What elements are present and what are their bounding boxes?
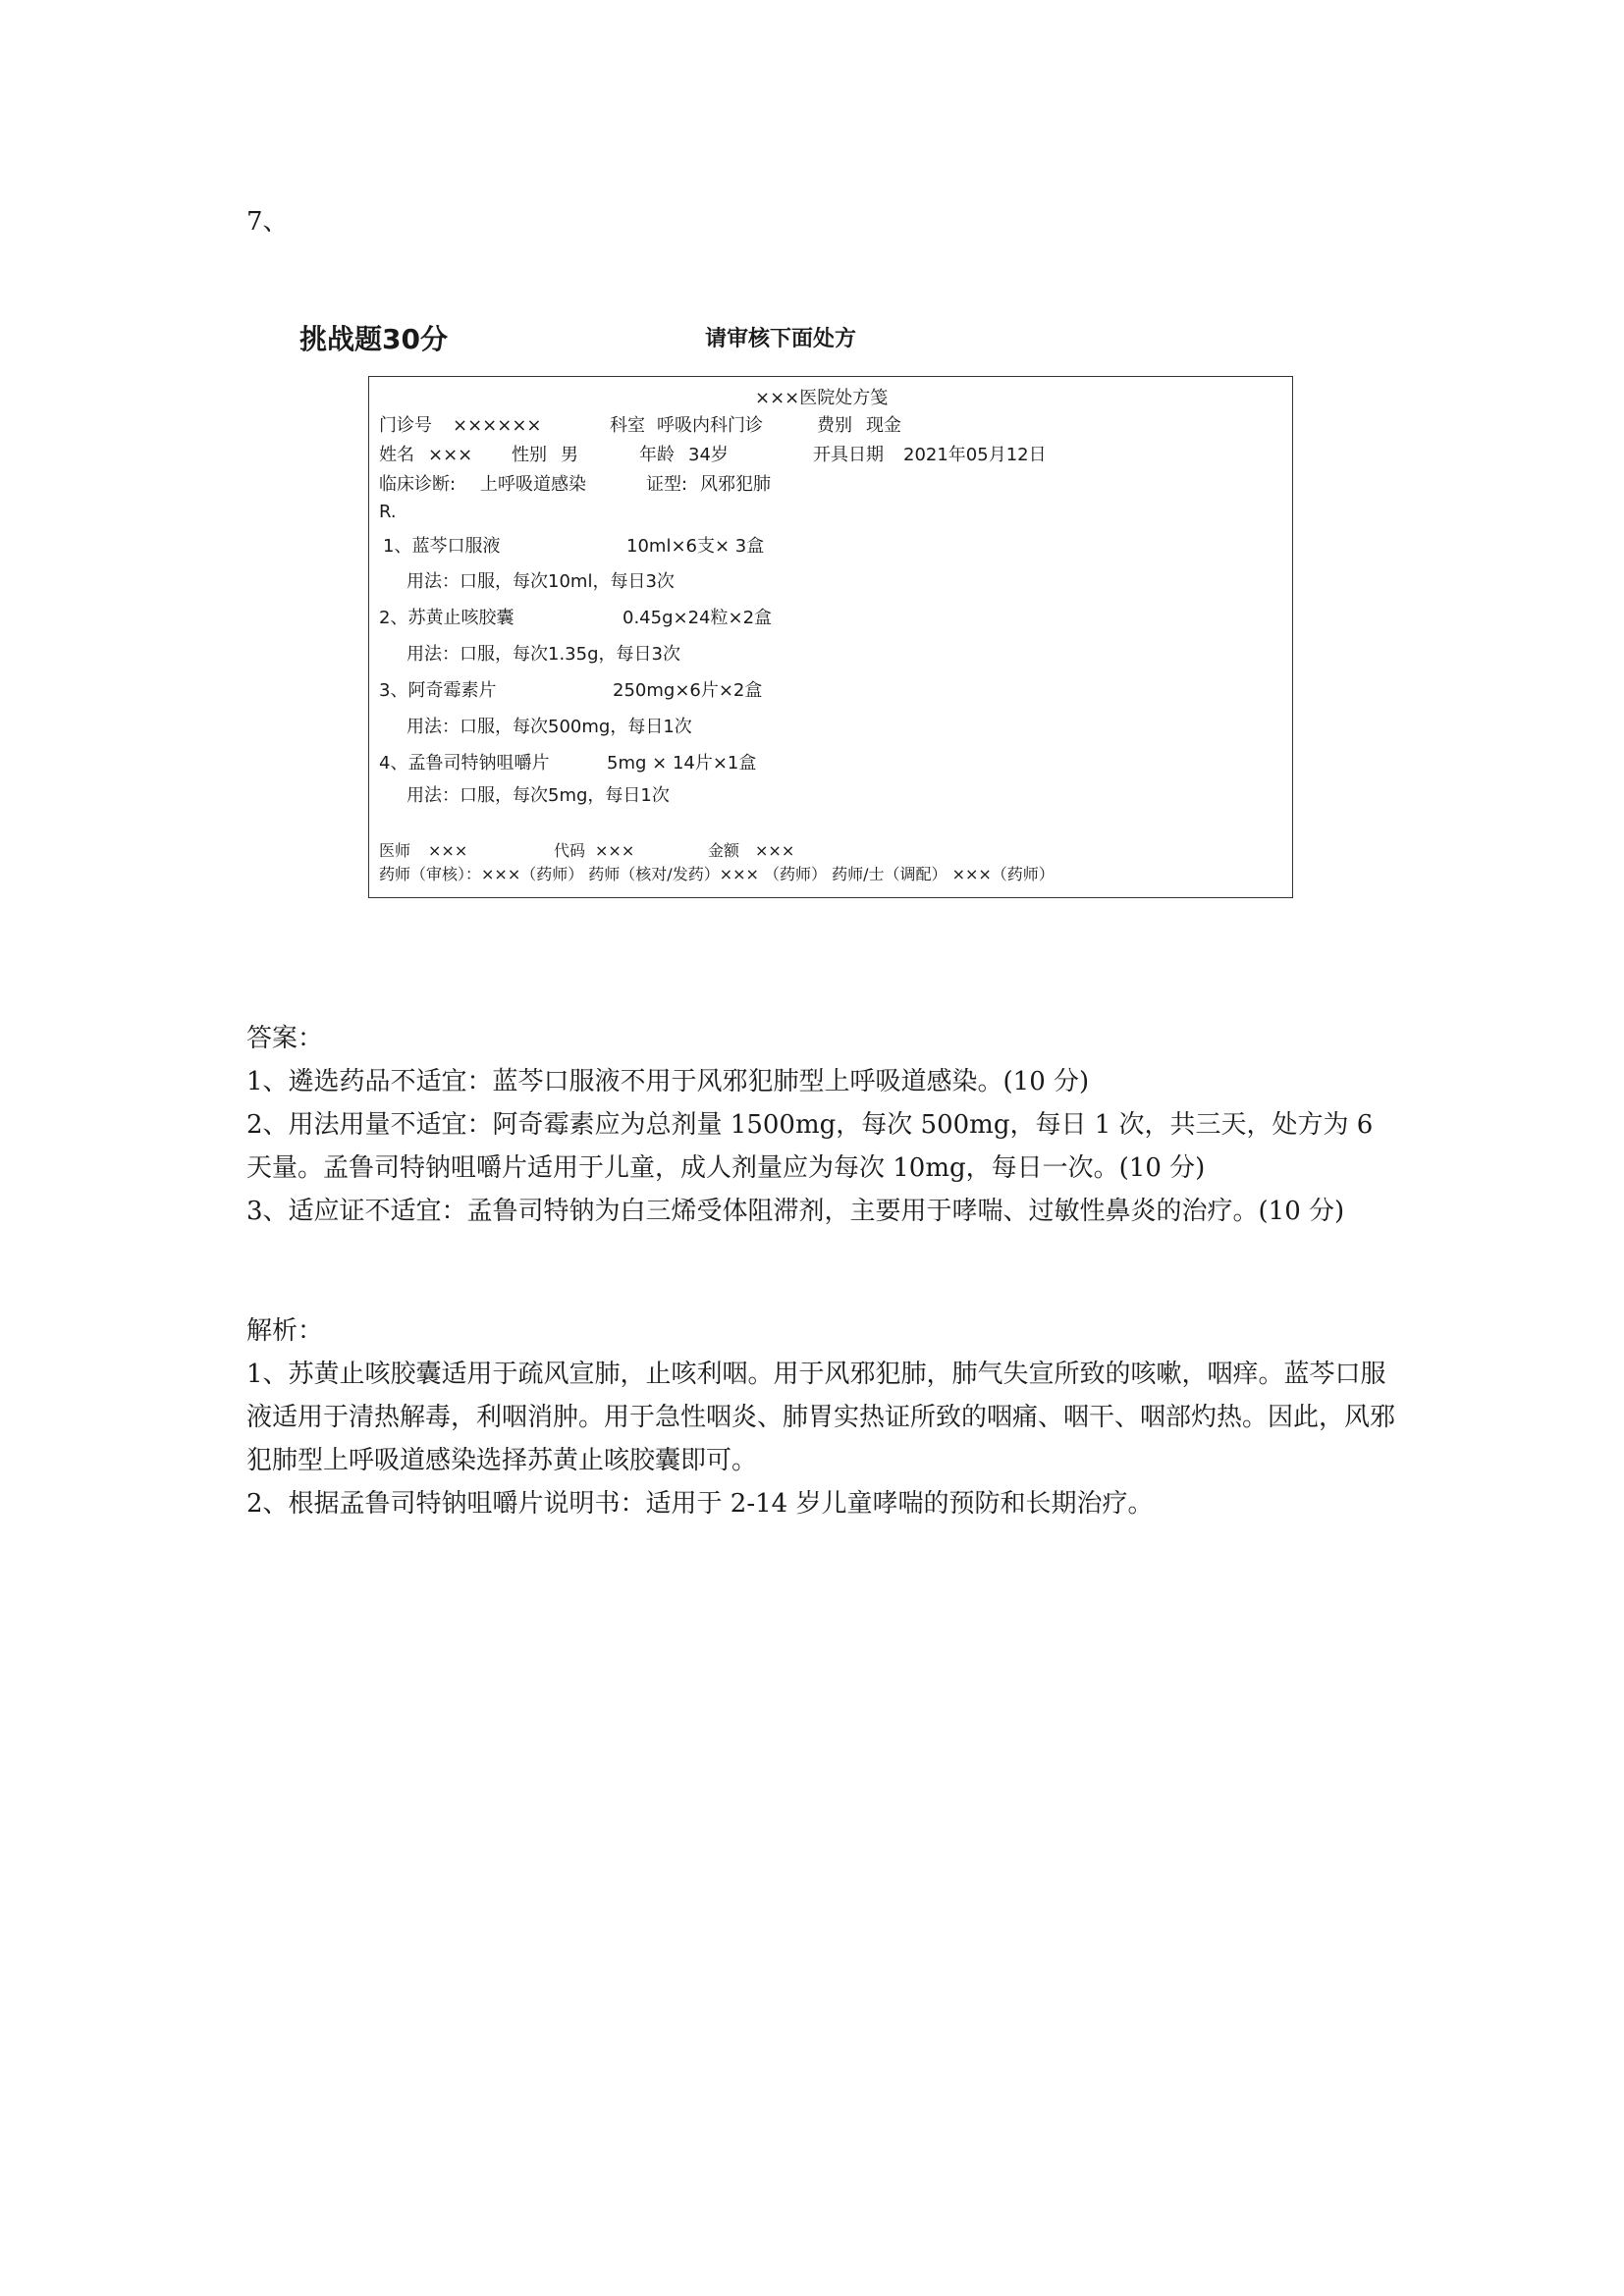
age-label: 年龄	[639, 445, 675, 465]
clinic-no-value: ××××××	[453, 415, 542, 436]
doctor-label: 医师	[379, 841, 411, 860]
clinic-no-label: 门诊号	[379, 415, 432, 436]
answer-line: 3、适应证不适宜：孟鲁司特钠为白三烯受体阻滞剂，主要用于哮喘、过敏性鼻炎的治疗。(10 分)	[246, 1197, 1345, 1226]
doctor-value: ×××	[428, 841, 468, 860]
code-label: 代码	[554, 841, 586, 860]
drug-spec: 10ml×6支× 3盒	[626, 536, 765, 557]
drug-name: 4、孟鲁司特钠咀嚼片	[379, 753, 550, 774]
drug-usage: 用法：口服，每次5mg，每日1次	[406, 785, 670, 806]
dept-value: 呼吸内科门诊	[657, 415, 763, 436]
fee-value: 现金	[866, 415, 901, 436]
drug-name: 2、苏黄止咳胶囊	[379, 608, 514, 628]
drug-spec: 5mg × 14片×1盒	[607, 753, 757, 774]
pharmacist-line: 药师（审核）：×××（药师） 药师（核对/发药）××× （药师） 药师/士（调配） ×××（药师）	[379, 865, 1055, 883]
prescription-form	[368, 376, 1293, 898]
date-value: 2021年05月12日	[903, 445, 1047, 465]
answer-line: 1、遴选药品不适宜：蓝芩口服液不用于风邪犯肺型上呼吸道感染。(10 分)	[246, 1067, 1090, 1096]
age-value: 34岁	[688, 445, 729, 465]
diagnosis-label: 临床诊断:	[379, 474, 457, 495]
drug-usage: 用法：口服，每次10ml，每日3次	[406, 571, 675, 592]
analysis-line: 1、苏黄止咳胶囊适用于疏风宣肺，止咳利咽。用于风邪犯肺，肺气失宣所致的咳嗽，咽痒。蓝芩口服液适用于清热解毒，利咽消肿。用于急性咽炎、肺胃实热证所致的咽痛、咽干、咽部灼热。因此，风邪犯肺型上呼吸道感染选择苏黄止咳胶囊即可。	[246, 1360, 1396, 1475]
name-value: ×××	[428, 445, 473, 465]
code-value: ×××	[595, 841, 635, 860]
syndrome-label: 证型:	[646, 474, 688, 495]
analysis-heading: 解析：	[246, 1316, 324, 1346]
analysis-section	[246, 1309, 1405, 1525]
amount-value: ×××	[755, 841, 795, 860]
fee-label: 费别	[817, 415, 852, 436]
diagnosis-value: 上呼吸道感染	[480, 474, 586, 495]
dept-label: 科室	[610, 415, 645, 436]
review-title: 请审核下面处方	[705, 327, 857, 351]
drug-name: 3、阿奇霉素片	[379, 680, 497, 701]
amount-label: 金额	[708, 841, 740, 860]
drug-spec: 250mg×6片×2盒	[613, 680, 763, 701]
answer-line: 2、用法用量不适宜：阿奇霉素应为总剂量 1500mg，每次 500mg，每日 1 次，共三天，处方为 6 天量。孟鲁司特钠咀嚼片适用于儿童，成人剂量应为每次 10mg，每日一次。(10 分)	[246, 1110, 1374, 1183]
name-label: 姓名	[379, 445, 414, 465]
drug-name: 1、蓝芩口服液	[383, 536, 501, 557]
answer-section	[246, 1017, 1405, 1233]
challenge-title: 挑战题30分	[299, 323, 448, 355]
drug-usage: 用法：口服，每次500mg，每日1次	[406, 717, 692, 737]
analysis-line: 2、根据孟鲁司特钠咀嚼片说明书：适用于 2-14 岁儿童哮喘的预防和长期治疗。	[246, 1489, 1154, 1519]
syndrome-value: 风邪犯肺	[700, 474, 771, 495]
drug-usage: 用法：口服，每次1.35g，每日3次	[406, 644, 680, 665]
sex-value: 男	[561, 445, 578, 465]
question-number: 7、	[246, 207, 289, 237]
hospital-name: ×××医院处方笺	[755, 388, 889, 408]
drug-spec: 0.45g×24粒×2盒	[623, 608, 773, 628]
rx-symbol: R.	[379, 502, 397, 522]
sex-label: 性别	[512, 445, 547, 465]
answer-heading: 答案：	[246, 1024, 324, 1053]
date-label: 开具日期	[813, 445, 884, 465]
